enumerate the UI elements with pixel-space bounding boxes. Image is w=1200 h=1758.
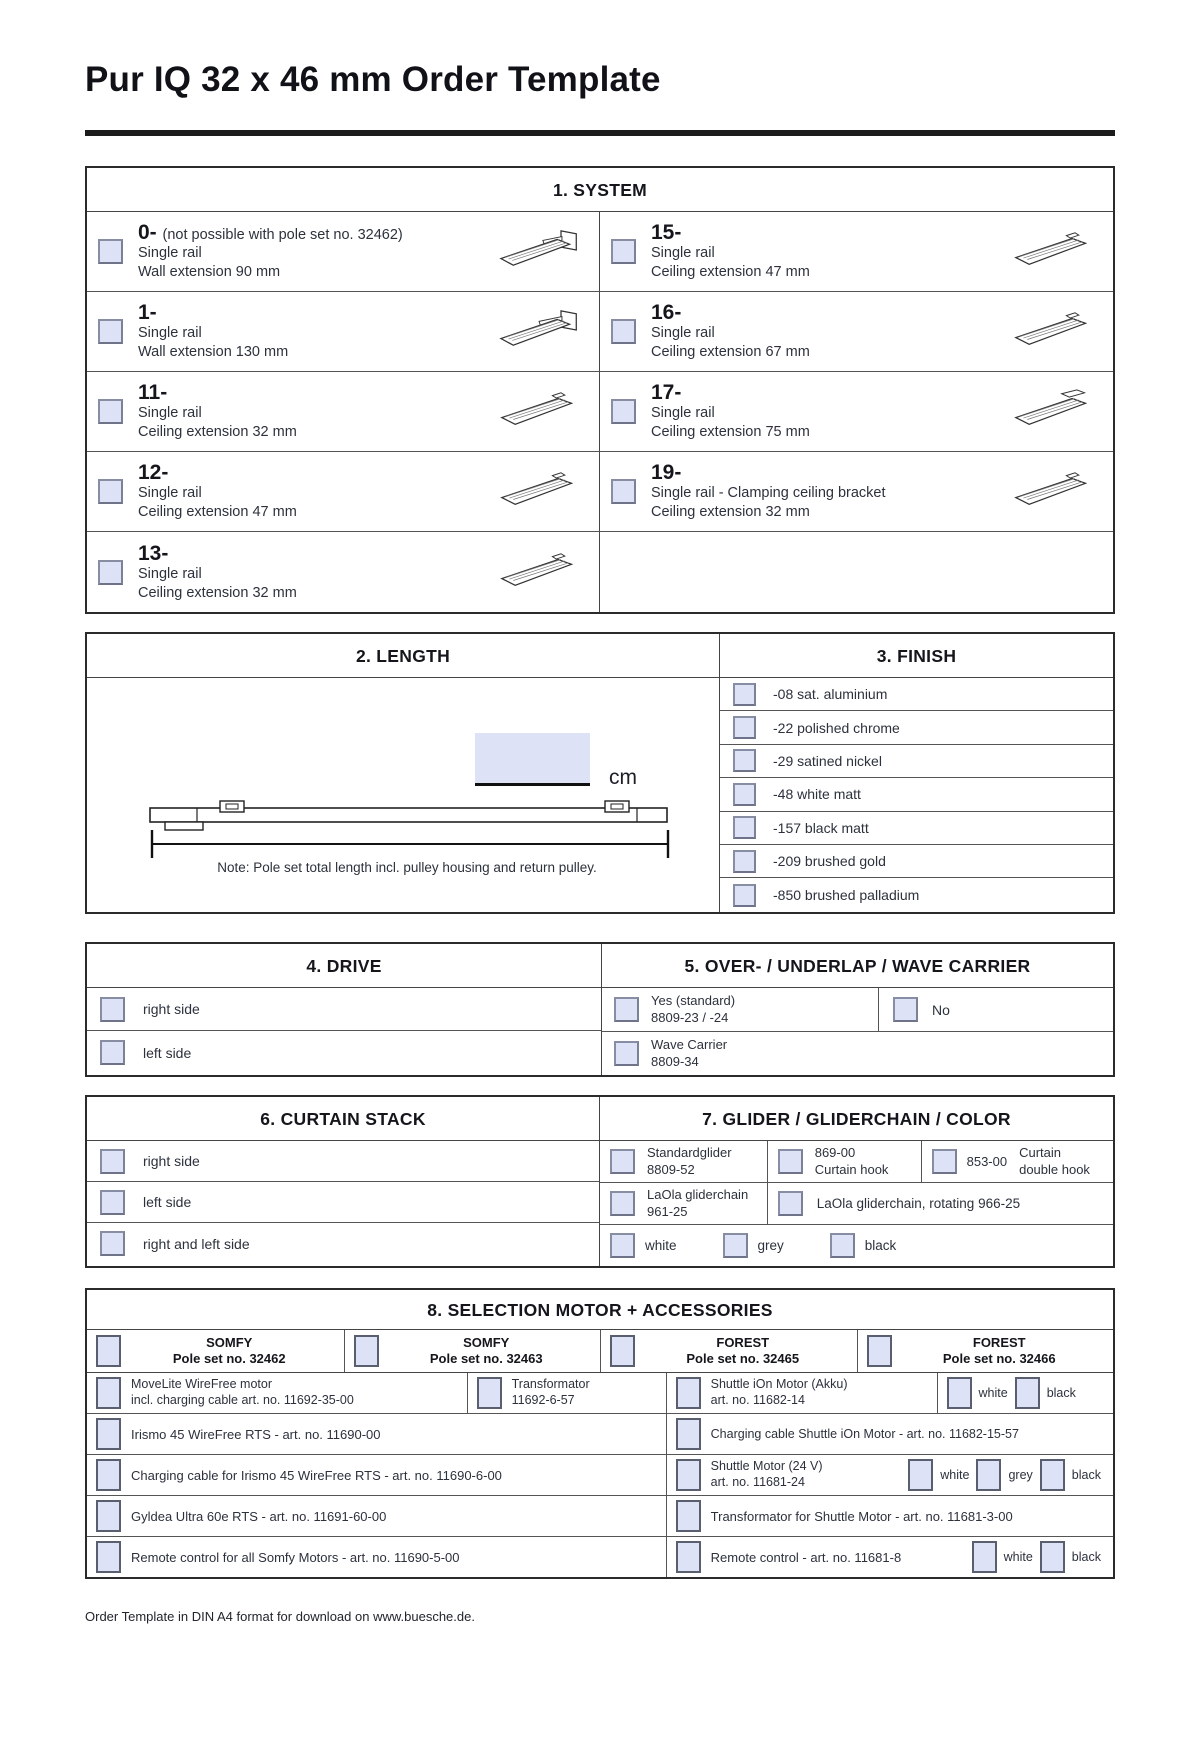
- ceiling-extension-rail-icon: [1011, 388, 1097, 435]
- overlap-yes: Yes (standard) 8809-23 / -24: [602, 988, 878, 1031]
- system-option-17-checkbox[interactable]: [611, 399, 636, 424]
- footer-note: Order Template in DIN A4 format for download on www.buesche.de.: [85, 1609, 475, 1624]
- pole-set-32465-checkbox[interactable]: [610, 1335, 635, 1367]
- system-option-0-code: 0- (not possible with pole set no. 32462): [138, 221, 403, 245]
- section-overlap: [602, 944, 1113, 1075]
- laola-checkbox[interactable]: [610, 1191, 635, 1216]
- charging-irismo-checkbox[interactable]: [96, 1459, 121, 1491]
- movelite-checkbox[interactable]: [96, 1377, 121, 1409]
- section-system-header: 1. SYSTEM: [87, 168, 1113, 212]
- page-title: Pur IQ 32 x 46 mm Order Template: [85, 60, 661, 99]
- wave-carrier-checkbox[interactable]: [614, 1041, 639, 1066]
- section-glider: [600, 1097, 1113, 1266]
- ceiling-extension-rail-icon: [497, 468, 583, 515]
- motor-shuttle-24v: Shuttle Motor (24 V) art. no. 11681-24 white grey black: [666, 1455, 1113, 1495]
- curtain-right-checkbox[interactable]: [100, 1149, 125, 1174]
- section-system: [85, 166, 1115, 614]
- motor-charging-shuttle: Charging cable Shuttle iOn Motor - art. no. 11682-15-57: [666, 1414, 1113, 1454]
- charging-shuttle-checkbox[interactable]: [676, 1418, 701, 1450]
- pole-set-32466-checkbox[interactable]: [867, 1335, 892, 1367]
- drive-right-side: right side: [87, 988, 601, 1031]
- system-option-15-checkbox[interactable]: [611, 239, 636, 264]
- section-curtain-glider: [85, 1095, 1115, 1268]
- finish-option: -22 polished chrome: [720, 711, 1113, 744]
- motor-transformator-shuttle: Transformator for Shuttle Motor - art. no. 11681-3-00: [666, 1496, 1113, 1536]
- laola-rotating-checkbox[interactable]: [778, 1191, 803, 1216]
- system-option-19: 19- Single rail - Clamping ceiling bracket Ceiling extension 32 mm: [600, 452, 1113, 532]
- curtain-both-sides: right and left side: [87, 1223, 599, 1264]
- remote-forest-black-checkbox[interactable]: [1040, 1541, 1065, 1573]
- system-option-1: 1- Single rail Wall extension 130 mm: [87, 292, 600, 372]
- curtain-both-checkbox[interactable]: [100, 1231, 125, 1256]
- curtain-left-side: left side: [87, 1182, 599, 1223]
- pole-set-32462-checkbox[interactable]: [96, 1335, 121, 1367]
- pole-set-32466: FOREST Pole set no. 32466: [857, 1330, 1114, 1372]
- shuttle-ion-checkbox[interactable]: [676, 1377, 701, 1409]
- finish-option: -209 brushed gold: [720, 845, 1113, 878]
- section-overlap-header: 5. OVER- / UNDERLAP / WAVE CARRIER: [602, 944, 1113, 988]
- ceiling-extension-rail-icon: [1011, 228, 1097, 275]
- shuttle-motor-checkbox[interactable]: [676, 1459, 701, 1491]
- section-length: [87, 634, 720, 912]
- shuttle-ion-black-checkbox[interactable]: [1015, 1377, 1040, 1409]
- drive-left-checkbox[interactable]: [100, 1040, 125, 1065]
- shuttle-motor-grey-checkbox[interactable]: [976, 1459, 1001, 1491]
- ceiling-extension-rail-icon: [1011, 308, 1097, 355]
- glider-double-hook: 853-00 Curtain double hook: [921, 1141, 1113, 1182]
- section-finish: [720, 634, 1113, 912]
- motor-gyldea: Gyldea Ultra 60e RTS - art. no. 11691-60-00: [87, 1496, 666, 1536]
- section-length-header: 2. LENGTH: [87, 634, 719, 678]
- ceiling-extension-rail-icon: [497, 388, 583, 435]
- system-option-12: 12- Single rail Ceiling extension 47 mm: [87, 452, 600, 532]
- double-hook-checkbox[interactable]: [932, 1149, 957, 1174]
- motor-shuttle-ion: Shuttle iOn Motor (Akku) art. no. 11682-14: [666, 1373, 937, 1413]
- overlap-wave-carrier: Wave Carrier 8809-34: [602, 1032, 1113, 1075]
- section-drive: [87, 944, 602, 1075]
- curtain-hook-checkbox[interactable]: [778, 1149, 803, 1174]
- system-option-0-checkbox[interactable]: [98, 239, 123, 264]
- finish-option: -08 sat. aluminium: [720, 678, 1113, 711]
- section-curtain-header: 6. CURTAIN STACK: [87, 1097, 599, 1141]
- shuttle-motor-black-checkbox[interactable]: [1040, 1459, 1065, 1491]
- section-drive-overlap: [85, 942, 1115, 1077]
- system-option-15: 15- Single rail Ceiling extension 47 mm: [600, 212, 1113, 292]
- shuttle-ion-colors: white black: [937, 1373, 1113, 1413]
- order-template-page: [0, 60, 1200, 1624]
- system-option-16-checkbox[interactable]: [611, 319, 636, 344]
- system-option-11: 11- Single rail Ceiling extension 32 mm: [87, 372, 600, 452]
- curtain-left-checkbox[interactable]: [100, 1190, 125, 1215]
- section-motor-header: 8. SELECTION MOTOR + ACCESSORIES: [87, 1290, 1113, 1330]
- section-glider-header: 7. GLIDER / GLIDERCHAIN / COLOR: [600, 1097, 1113, 1141]
- motor-remote-somfy: Remote control for all Somfy Motors - art. no. 11690-5-00: [87, 1537, 666, 1577]
- transformator-checkbox[interactable]: [477, 1377, 502, 1409]
- glider-white-checkbox[interactable]: [610, 1233, 635, 1258]
- system-option-16: 16- Single rail Ceiling extension 67 mm: [600, 292, 1113, 372]
- remote-forest-checkbox[interactable]: [676, 1541, 701, 1573]
- glider-laola: LaOla gliderchain 961-25: [600, 1183, 767, 1224]
- finish-29-checkbox[interactable]: [733, 749, 756, 772]
- ceiling-extension-rail-icon: [1011, 468, 1097, 515]
- overlap-no-checkbox[interactable]: [893, 997, 918, 1022]
- system-option-19-checkbox[interactable]: [611, 479, 636, 504]
- section-curtain-stack: [87, 1097, 600, 1266]
- shuttle-ion-white-checkbox[interactable]: [947, 1377, 972, 1409]
- system-option-12-checkbox[interactable]: [98, 479, 123, 504]
- pole-set-32465: FOREST Pole set no. 32465: [600, 1330, 857, 1372]
- ceiling-extension-rail-icon: [497, 549, 583, 596]
- drive-left-side: left side: [87, 1031, 601, 1074]
- drive-right-checkbox[interactable]: [100, 997, 125, 1022]
- gyldea-checkbox[interactable]: [96, 1500, 121, 1532]
- irismo-checkbox[interactable]: [96, 1418, 121, 1450]
- finish-option: -157 black matt: [720, 812, 1113, 845]
- finish-22-checkbox[interactable]: [733, 716, 756, 739]
- rail-length-diagram: [125, 800, 685, 863]
- motor-movelite: MoveLite WireFree motor incl. charging cable art. no. 11692-35-00: [87, 1373, 467, 1413]
- system-empty-cell: [600, 532, 1113, 612]
- length-input[interactable]: [475, 733, 590, 786]
- transformator-shuttle-checkbox[interactable]: [676, 1500, 701, 1532]
- finish-option: -850 brushed palladium: [720, 878, 1113, 911]
- section-length-finish: [85, 632, 1115, 914]
- section-finish-header: 3. FINISH: [720, 634, 1113, 678]
- pole-set-32463-checkbox[interactable]: [354, 1335, 379, 1367]
- motor-charging-irismo: Charging cable for Irismo 45 WireFree RTS - art. no. 11690-6-00: [87, 1455, 666, 1495]
- wall-extension-rail-icon: [497, 228, 583, 275]
- finish-option: -48 white matt: [720, 778, 1113, 811]
- finish-48-checkbox[interactable]: [733, 783, 756, 806]
- wall-extension-rail-icon: [497, 308, 583, 355]
- glider-black-checkbox[interactable]: [830, 1233, 855, 1258]
- system-option-0-note: (not possible with pole set no. 32462): [162, 227, 403, 244]
- standardglider-checkbox[interactable]: [610, 1149, 635, 1174]
- title-rule: [85, 130, 1115, 136]
- length-note: Note: Pole set total length incl. pulley housing and return pulley.: [217, 860, 597, 875]
- length-unit-label: cm: [609, 766, 637, 789]
- curtain-right-side: right side: [87, 1141, 599, 1182]
- finish-157-checkbox[interactable]: [733, 816, 756, 839]
- glider-colors: white grey black: [600, 1225, 1113, 1266]
- glider-laola-rotating: LaOla gliderchain, rotating 966-25: [767, 1183, 1113, 1224]
- system-option-0: 0- (not possible with pole set no. 32462) Single rail Wall extension 90 mm: [87, 212, 600, 292]
- section-motor: [85, 1288, 1115, 1579]
- glider-curtain-hook: 869-00 Curtain hook: [767, 1141, 921, 1182]
- finish-08-checkbox[interactable]: [733, 683, 756, 706]
- motor-irismo: Irismo 45 WireFree RTS - art. no. 11690-00: [87, 1414, 666, 1454]
- shuttle-motor-white-checkbox[interactable]: [908, 1459, 933, 1491]
- section-drive-header: 4. DRIVE: [87, 944, 601, 988]
- glider-grey-checkbox[interactable]: [723, 1233, 748, 1258]
- system-option-17: 17- Single rail Ceiling extension 75 mm: [600, 372, 1113, 452]
- system-option-1-checkbox[interactable]: [98, 319, 123, 344]
- system-option-13: 13- Single rail Ceiling extension 32 mm: [87, 532, 600, 612]
- system-option-11-checkbox[interactable]: [98, 399, 123, 424]
- overlap-no: No: [878, 988, 1113, 1031]
- system-option-13-checkbox[interactable]: [98, 560, 123, 585]
- motor-remote-forest: Remote control - art. no. 11681-8 white black: [666, 1537, 1113, 1577]
- motor-transformator: Transformator 11692-6-57: [467, 1373, 666, 1413]
- pole-set-32463: SOMFY Pole set no. 32463: [344, 1330, 601, 1372]
- finish-850-checkbox[interactable]: [733, 884, 756, 907]
- pole-set-32462: SOMFY Pole set no. 32462: [87, 1330, 344, 1372]
- remote-somfy-checkbox[interactable]: [96, 1541, 121, 1573]
- remote-forest-white-checkbox[interactable]: [972, 1541, 997, 1573]
- glider-standard: Standardglider 8809-52: [600, 1141, 767, 1182]
- overlap-yes-checkbox[interactable]: [614, 997, 639, 1022]
- finish-209-checkbox[interactable]: [733, 850, 756, 873]
- finish-option: -29 satined nickel: [720, 745, 1113, 778]
